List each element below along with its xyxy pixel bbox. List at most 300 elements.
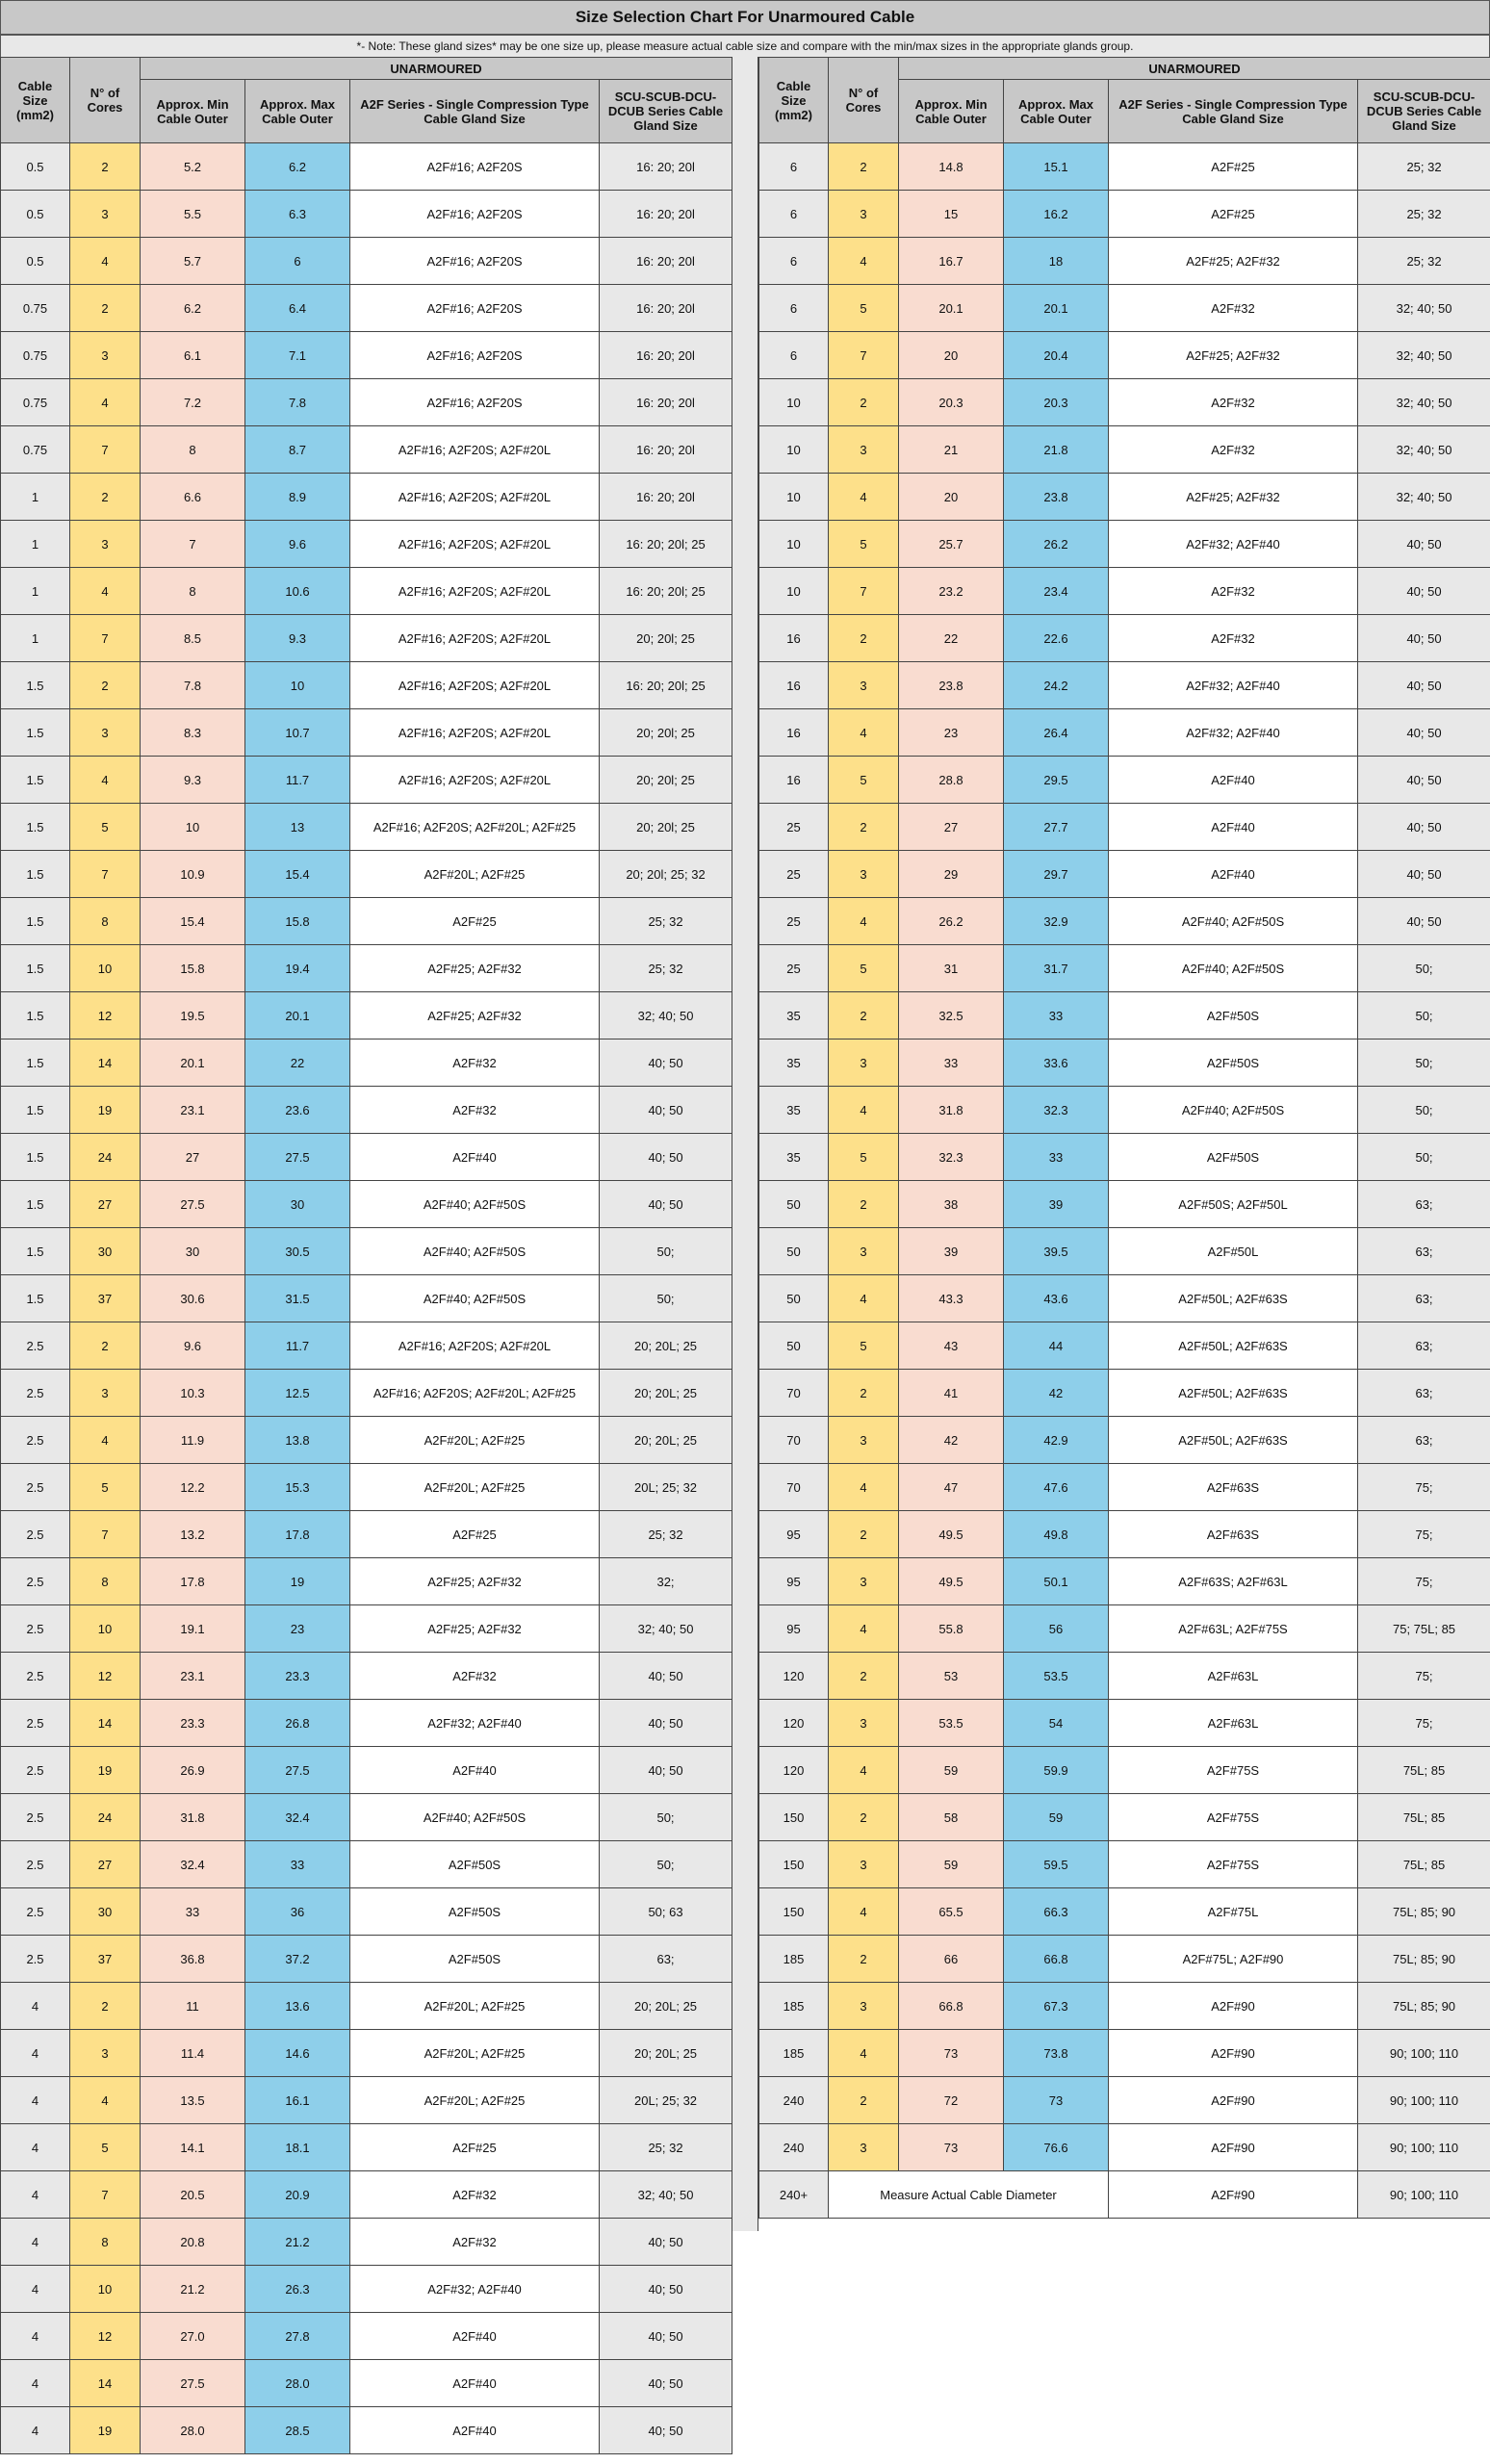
cell-scu-gland: 40; 50 <box>600 1040 732 1087</box>
cell-scu-gland: 20; 20l; 25 <box>600 709 732 757</box>
cell-cores: 3 <box>829 1040 899 1087</box>
cell-cores: 2 <box>829 1653 899 1700</box>
cell-min-outer: 19.5 <box>141 992 245 1040</box>
cell-cable-size: 4 <box>1 1983 70 2030</box>
cell-cable-size: 120 <box>759 1653 829 1700</box>
cell-cores: 7 <box>829 332 899 379</box>
cell-scu-gland: 32; <box>600 1558 732 1605</box>
table-row <box>759 709 1490 757</box>
table-row <box>1 1228 732 1275</box>
table-row <box>1 898 732 945</box>
table-row <box>759 474 1490 521</box>
table-row <box>759 332 1490 379</box>
table-row <box>759 1983 1490 2030</box>
cell-scu-gland: 90; 100; 110 <box>1358 2124 1490 2171</box>
cell-a2f-gland: A2F#32 <box>350 2171 600 2219</box>
cell-max-outer: 43.6 <box>1004 1275 1109 1322</box>
cell-scu-gland: 16: 20; 20l <box>600 332 732 379</box>
cell-cores: 37 <box>70 1936 141 1983</box>
cell-max-outer: 17.8 <box>245 1511 350 1558</box>
table-row <box>1 1511 732 1558</box>
cell-cable-size: 95 <box>759 1605 829 1653</box>
table-row <box>1 521 732 568</box>
cell-cores: 4 <box>829 1888 899 1936</box>
cell-cores: 4 <box>70 757 141 804</box>
cell-scu-gland: 20L; 25; 32 <box>600 2077 732 2124</box>
cell-min-outer: 31 <box>899 945 1004 992</box>
cell-cable-size: 150 <box>759 1888 829 1936</box>
cell-cores: 7 <box>70 2171 141 2219</box>
cell-cores: 4 <box>70 1417 141 1464</box>
cell-min-outer: 26.2 <box>899 898 1004 945</box>
cell-max-outer: 67.3 <box>1004 1983 1109 2030</box>
cell-cable-size: 2.5 <box>1 1558 70 1605</box>
cell-max-outer: 42 <box>1004 1370 1109 1417</box>
table-row <box>1 1370 732 1417</box>
cell-cable-size: 6 <box>759 191 829 238</box>
cell-cable-size: 16 <box>759 662 829 709</box>
cell-cores: 5 <box>829 285 899 332</box>
cell-min-outer: 11 <box>141 1983 245 2030</box>
cell-cable-size: 16 <box>759 615 829 662</box>
cell-max-outer: 7.8 <box>245 379 350 426</box>
cell-min-outer: 65.5 <box>899 1888 1004 1936</box>
cell-a2f-gland: A2F#16; A2F20S <box>350 143 600 191</box>
cell-min-outer: 59 <box>899 1841 1004 1888</box>
cell-cable-size: 35 <box>759 1040 829 1087</box>
cell-cable-size: 2.5 <box>1 1653 70 1700</box>
cell-cable-size: 70 <box>759 1464 829 1511</box>
cell-min-outer: 27.5 <box>141 2360 245 2407</box>
cell-min-outer: 11.4 <box>141 2030 245 2077</box>
cell-scu-gland: 40; 50 <box>1358 615 1490 662</box>
left-table-body <box>1 143 732 2454</box>
table-row <box>759 1700 1490 1747</box>
cell-min-outer: 20 <box>899 332 1004 379</box>
cell-cable-size: 2.5 <box>1 1794 70 1841</box>
cell-cable-size: 240 <box>759 2077 829 2124</box>
cell-min-outer: 42 <box>899 1417 1004 1464</box>
cell-cores: 5 <box>829 1134 899 1181</box>
cell-max-outer: 21.2 <box>245 2219 350 2266</box>
cell-max-outer: 39.5 <box>1004 1228 1109 1275</box>
cell-max-outer: 28.0 <box>245 2360 350 2407</box>
cell-scu-gland: 50; <box>600 1228 732 1275</box>
cell-min-outer: 49.5 <box>899 1558 1004 1605</box>
table-row <box>759 568 1490 615</box>
cell-max-outer: 9.3 <box>245 615 350 662</box>
table-row <box>1 615 732 662</box>
cell-scu-gland: 63; <box>1358 1181 1490 1228</box>
cell-min-outer: 8.3 <box>141 709 245 757</box>
cell-a2f-gland: A2F#50L; A2F#63S <box>1109 1322 1358 1370</box>
table-row <box>1 1653 732 1700</box>
cell-cores: 3 <box>829 1841 899 1888</box>
cell-min-outer: 13.2 <box>141 1511 245 1558</box>
cell-cable-size: 25 <box>759 898 829 945</box>
cell-scu-gland: 25; 32 <box>1358 238 1490 285</box>
cell-max-outer: 66.8 <box>1004 1936 1109 1983</box>
header-max: Approx. Max Cable Outer <box>245 80 350 143</box>
cell-scu-gland: 40; 50 <box>600 1181 732 1228</box>
cell-cable-size: 2.5 <box>1 1417 70 1464</box>
cell-min-outer: 72 <box>899 2077 1004 2124</box>
cell-min-outer: 27 <box>141 1134 245 1181</box>
cell-cable-size: 1.5 <box>1 851 70 898</box>
cell-a2f-gland: A2F#40 <box>1109 851 1358 898</box>
cell-cores: 4 <box>70 2077 141 2124</box>
cell-cable-size: 4 <box>1 2171 70 2219</box>
cell-min-outer: 21.2 <box>141 2266 245 2313</box>
cell-scu-gland: 20; 20l; 25 <box>600 615 732 662</box>
cell-max-outer: 6.3 <box>245 191 350 238</box>
cell-a2f-gland: A2F#32; A2F#40 <box>1109 662 1358 709</box>
cell-cores: 2 <box>829 1181 899 1228</box>
cell-scu-gland: 40; 50 <box>600 1134 732 1181</box>
cell-scu-gland: 20; 20l; 25; 32 <box>600 851 732 898</box>
cell-a2f-gland: A2F#50L; A2F#63S <box>1109 1370 1358 1417</box>
cell-max-outer: 10 <box>245 662 350 709</box>
cell-min-outer: 53.5 <box>899 1700 1004 1747</box>
cell-a2f-gland: A2F#90 <box>1109 1983 1358 2030</box>
cell-a2f-gland: A2F#32 <box>1109 568 1358 615</box>
table-row <box>1 1322 732 1370</box>
cell-min-outer: 59 <box>899 1747 1004 1794</box>
cell-cores: 2 <box>70 474 141 521</box>
cell-min-outer: 14.8 <box>899 143 1004 191</box>
table-row <box>759 1558 1490 1605</box>
cell-min-outer: 7 <box>141 521 245 568</box>
cell-min-outer: 23.1 <box>141 1653 245 1700</box>
cell-cable-size: 0.5 <box>1 143 70 191</box>
cell-cores: 4 <box>829 898 899 945</box>
cell-cores: 4 <box>829 709 899 757</box>
cell-max-outer: 18 <box>1004 238 1109 285</box>
cell-min-outer: 5.5 <box>141 191 245 238</box>
table-row <box>1 285 732 332</box>
cell-max-outer: 24.2 <box>1004 662 1109 709</box>
cell-cores: 7 <box>70 851 141 898</box>
cell-cores: 14 <box>70 2360 141 2407</box>
cell-a2f-gland: A2F#25 <box>1109 191 1358 238</box>
cell-min-outer: 41 <box>899 1370 1004 1417</box>
table-row <box>759 1134 1490 1181</box>
cell-cores: 7 <box>70 426 141 474</box>
cell-min-outer: 21 <box>899 426 1004 474</box>
cell-scu-gland: 32; 40; 50 <box>1358 379 1490 426</box>
cell-a2f-gland: A2F#32 <box>1109 426 1358 474</box>
cell-cable-size: 2.5 <box>1 1888 70 1936</box>
cell-scu-gland: 75L; 85 <box>1358 1841 1490 1888</box>
cell-max-outer: 49.8 <box>1004 1511 1109 1558</box>
cell-scu-gland: 20; 20L; 25 <box>600 2030 732 2077</box>
cell-max-outer: 39 <box>1004 1181 1109 1228</box>
header-cores: N° of Cores <box>70 58 141 143</box>
table-row <box>1 1464 732 1511</box>
cell-min-outer: 33 <box>141 1888 245 1936</box>
cell-a2f-gland: A2F#25; A2F#32 <box>350 945 600 992</box>
cell-cable-size: 2.5 <box>1 1747 70 1794</box>
cell-max-outer: 59 <box>1004 1794 1109 1841</box>
cell-cable-size: 150 <box>759 1841 829 1888</box>
cell-cores: 3 <box>70 2030 141 2077</box>
cell-cable-size: 1.5 <box>1 709 70 757</box>
table-row <box>759 238 1490 285</box>
cell-cable-size: 35 <box>759 992 829 1040</box>
cell-cable-size: 4 <box>1 2077 70 2124</box>
cell-min-outer: 12.2 <box>141 1464 245 1511</box>
table-row <box>1 143 732 191</box>
cell-max-outer: 19.4 <box>245 945 350 992</box>
cell-scu-gland: 50; <box>1358 1134 1490 1181</box>
right-table-body <box>759 143 1490 2219</box>
cell-scu-gland: 50; 63 <box>600 1888 732 1936</box>
cell-cable-size: 16 <box>759 709 829 757</box>
cell-cores: 19 <box>70 2407 141 2454</box>
cell-cable-size: 25 <box>759 945 829 992</box>
cell-a2f-gland: A2F#50L; A2F#63S <box>1109 1275 1358 1322</box>
cell-a2f-gland: A2F#16; A2F20S; A2F#20L; A2F#25 <box>350 1370 600 1417</box>
cell-a2f-gland: A2F#63S <box>1109 1464 1358 1511</box>
header-cable-size: Cable Size (mm2) <box>759 58 829 143</box>
cell-max-outer: 36 <box>245 1888 350 1936</box>
cell-max-outer: 27.5 <box>245 1747 350 1794</box>
cell-a2f-gland: A2F#25; A2F#32 <box>1109 238 1358 285</box>
cell-cores: 3 <box>829 1558 899 1605</box>
cell-a2f-gland: A2F#90 <box>1109 2124 1358 2171</box>
table-row <box>759 379 1490 426</box>
table-row <box>1 1700 732 1747</box>
cell-cores: 2 <box>70 1322 141 1370</box>
table-row <box>1 1040 732 1087</box>
cell-max-outer: 27.5 <box>245 1134 350 1181</box>
header-min: Approx. Min Cable Outer <box>141 80 245 143</box>
cell-scu-gland: 16: 20; 20l <box>600 143 732 191</box>
cell-a2f-gland: A2F#40 <box>1109 757 1358 804</box>
cell-a2f-gland: A2F#63L <box>1109 1653 1358 1700</box>
cell-cores: 7 <box>70 615 141 662</box>
table-row <box>1 2313 732 2360</box>
cell-max-outer: 6.4 <box>245 285 350 332</box>
cell-max-outer: 20.4 <box>1004 332 1109 379</box>
cell-cable-size: 0.5 <box>1 238 70 285</box>
table-row <box>759 1087 1490 1134</box>
column-divider <box>732 57 758 2231</box>
cell-cable-size: 1.5 <box>1 1040 70 1087</box>
cell-scu-gland: 50; <box>600 1275 732 1322</box>
cell-max-outer: 13.6 <box>245 1983 350 2030</box>
cell-a2f-gland: A2F#32 <box>1109 379 1358 426</box>
cell-cable-size: 35 <box>759 1134 829 1181</box>
cell-cores: 3 <box>829 191 899 238</box>
cell-a2f-gland: A2F#16; A2F20S <box>350 285 600 332</box>
table-row <box>1 1558 732 1605</box>
cell-a2f-gland: A2F#16; A2F20S <box>350 379 600 426</box>
cell-min-outer: 10.9 <box>141 851 245 898</box>
table-row <box>1 191 732 238</box>
cell-a2f-gland: A2F#50S <box>1109 1134 1358 1181</box>
cell-min-outer: 38 <box>899 1181 1004 1228</box>
cell-scu-gland: 32; 40; 50 <box>600 992 732 1040</box>
cell-cores: 2 <box>829 1794 899 1841</box>
cell-a2f-gland: A2F#25; A2F#32 <box>350 992 600 1040</box>
cell-max-outer: 6 <box>245 238 350 285</box>
cell-cores: 3 <box>70 1370 141 1417</box>
cell-min-outer: 10 <box>141 804 245 851</box>
cell-scu-gland: 40; 50 <box>600 2407 732 2454</box>
table-row-measure <box>759 2171 1490 2219</box>
cell-max-outer: 11.7 <box>245 1322 350 1370</box>
cell-a2f-gland: A2F#40 <box>350 1747 600 1794</box>
cell-scu-gland: 40; 50 <box>1358 568 1490 615</box>
cell-a2f-gland: A2F#25; A2F#32 <box>350 1605 600 1653</box>
table-row <box>1 1841 732 1888</box>
cell-cores: 2 <box>829 615 899 662</box>
cell-cable-size: 2.5 <box>1 1370 70 1417</box>
cell-min-outer: 30.6 <box>141 1275 245 1322</box>
table-row <box>1 379 732 426</box>
cell-a2f-gland: A2F#63S; A2F#63L <box>1109 1558 1358 1605</box>
cell-a2f-gland: A2F#16; A2F20S; A2F#20L <box>350 757 600 804</box>
cell-scu-gland: 20; 20L; 25 <box>600 1417 732 1464</box>
cell-min-outer: 20.3 <box>899 379 1004 426</box>
cell-cores: 3 <box>829 1228 899 1275</box>
cell-scu-gland: 40; 50 <box>600 2266 732 2313</box>
cell-scu-gland: 90; 100; 110 <box>1358 2030 1490 2077</box>
table-row <box>1 2077 732 2124</box>
table-row <box>759 2030 1490 2077</box>
cell-a2f-gland: A2F#40; A2F#50S <box>1109 1087 1358 1134</box>
cell-min-outer: 6.6 <box>141 474 245 521</box>
cell-max-outer: 10.6 <box>245 568 350 615</box>
cell-a2f-gland: A2F#40 <box>350 2407 600 2454</box>
cell-a2f-gland: A2F#32; A2F#40 <box>1109 709 1358 757</box>
cell-cores: 8 <box>70 2219 141 2266</box>
cell-a2f-gland: A2F#25; A2F#32 <box>1109 332 1358 379</box>
cell-cores: 4 <box>829 474 899 521</box>
cell-cable-size: 240 <box>759 2124 829 2171</box>
cell-max-outer: 33 <box>1004 1134 1109 1181</box>
cell-cable-size: 10 <box>759 568 829 615</box>
cell-a2f-gland: A2F#16; A2F20S; A2F#20L <box>350 426 600 474</box>
cell-max-outer: 21.8 <box>1004 426 1109 474</box>
cell-min-outer: 15.8 <box>141 945 245 992</box>
cell-cores: 3 <box>829 1417 899 1464</box>
cell-min-outer: 6.2 <box>141 285 245 332</box>
cell-cable-size: 50 <box>759 1275 829 1322</box>
table-row <box>759 1511 1490 1558</box>
cell-cable-size: 150 <box>759 1794 829 1841</box>
cell-min-outer: 47 <box>899 1464 1004 1511</box>
table-row <box>759 898 1490 945</box>
cell-cable-size: 2.5 <box>1 1605 70 1653</box>
cell-scu-gland: 75L; 85; 90 <box>1358 1983 1490 2030</box>
cell-cable-size: 2.5 <box>1 1511 70 1558</box>
cell-scu-gland: 40; 50 <box>600 1653 732 1700</box>
cell-max-outer: 33.6 <box>1004 1040 1109 1087</box>
cell-a2f-gland: A2F#90 <box>1109 2030 1358 2077</box>
cell-min-outer: 20 <box>899 474 1004 521</box>
cell-max-outer: 32.4 <box>245 1794 350 1841</box>
cell-scu-gland: 25; 32 <box>1358 191 1490 238</box>
cell-max-outer: 12.5 <box>245 1370 350 1417</box>
cell-scu-gland: 25; 32 <box>600 898 732 945</box>
cell-max-outer: 76.6 <box>1004 2124 1109 2171</box>
cell-max-outer: 33 <box>245 1841 350 1888</box>
table-row <box>759 1653 1490 1700</box>
cell-cable-size: 2.5 <box>1 1464 70 1511</box>
table-row <box>1 1605 732 1653</box>
cell-max-outer: 16.2 <box>1004 191 1109 238</box>
cell-cable-size: 70 <box>759 1370 829 1417</box>
cell-a2f-gland: A2F#50S <box>350 1936 600 1983</box>
cell-scu-gland: 32; 40; 50 <box>1358 332 1490 379</box>
cell-cable-size: 6 <box>759 332 829 379</box>
header-cores: N° of Cores <box>829 58 899 143</box>
chart-title: Size Selection Chart For Unarmoured Cable <box>0 0 1490 35</box>
table-row <box>1 568 732 615</box>
cell-min-outer: 8.5 <box>141 615 245 662</box>
cell-max-outer: 13 <box>245 804 350 851</box>
cell-min-outer: 58 <box>899 1794 1004 1841</box>
cell-max-outer: 23.8 <box>1004 474 1109 521</box>
table-row <box>759 1464 1490 1511</box>
cell-scu-gland: 40; 50 <box>1358 709 1490 757</box>
table-row <box>759 1605 1490 1653</box>
cell-max-outer: 13.8 <box>245 1417 350 1464</box>
cell-max-outer: 32.3 <box>1004 1087 1109 1134</box>
cell-scu-gland: 75L; 85; 90 <box>1358 1888 1490 1936</box>
cell-scu-gland: 16: 20; 20l; 25 <box>600 568 732 615</box>
cell-cores: 2 <box>829 804 899 851</box>
table-row <box>759 191 1490 238</box>
cell-cable-size: 4 <box>1 2360 70 2407</box>
cell-max-outer: 22 <box>245 1040 350 1087</box>
cell-scu-gland: 40; 50 <box>600 2360 732 2407</box>
cell-cores: 5 <box>70 1464 141 1511</box>
cell-a2f-gland: A2F#40 <box>350 2313 600 2360</box>
header-unarmoured: UNARMOURED <box>141 58 732 80</box>
cell-min-outer: 43.3 <box>899 1275 1004 1322</box>
cell-max-outer: 53.5 <box>1004 1653 1109 1700</box>
cell-min-outer: 31.8 <box>141 1794 245 1841</box>
cell-cores: 24 <box>70 1134 141 1181</box>
cell-cores: 5 <box>70 804 141 851</box>
cell-cores: 24 <box>70 1794 141 1841</box>
cell-a2f-gland: A2F#40; A2F#50S <box>350 1794 600 1841</box>
cell-min-outer: 20.1 <box>899 285 1004 332</box>
cell-min-outer: 10.3 <box>141 1370 245 1417</box>
table-row <box>759 1888 1490 1936</box>
cell-cores: 2 <box>70 285 141 332</box>
cell-a2f-gland: A2F#40; A2F#50S <box>350 1228 600 1275</box>
cell-scu-gland: 16: 20; 20l <box>600 474 732 521</box>
cell-scu-gland: 40; 50 <box>600 1700 732 1747</box>
cell-min-outer: 19.1 <box>141 1605 245 1653</box>
cell-scu-gland: 40; 50 <box>1358 757 1490 804</box>
cell-cores: 3 <box>70 191 141 238</box>
cell-cable-size: 120 <box>759 1700 829 1747</box>
cell-scu-gland: 63; <box>1358 1275 1490 1322</box>
cell-a2f-gland: A2F#16; A2F20S; A2F#20L <box>350 709 600 757</box>
cell-cable-size: 1 <box>1 521 70 568</box>
cell-scu-gland: 40; 50 <box>1358 662 1490 709</box>
cell-a2f-gland: A2F#20L; A2F#25 <box>350 2030 600 2077</box>
header-a2f: A2F Series - Single Compression Type Cable Gland Size <box>350 80 600 143</box>
cell-cores: 27 <box>70 1841 141 1888</box>
cell-min-outer: 32.3 <box>899 1134 1004 1181</box>
cell-cores: 7 <box>829 568 899 615</box>
